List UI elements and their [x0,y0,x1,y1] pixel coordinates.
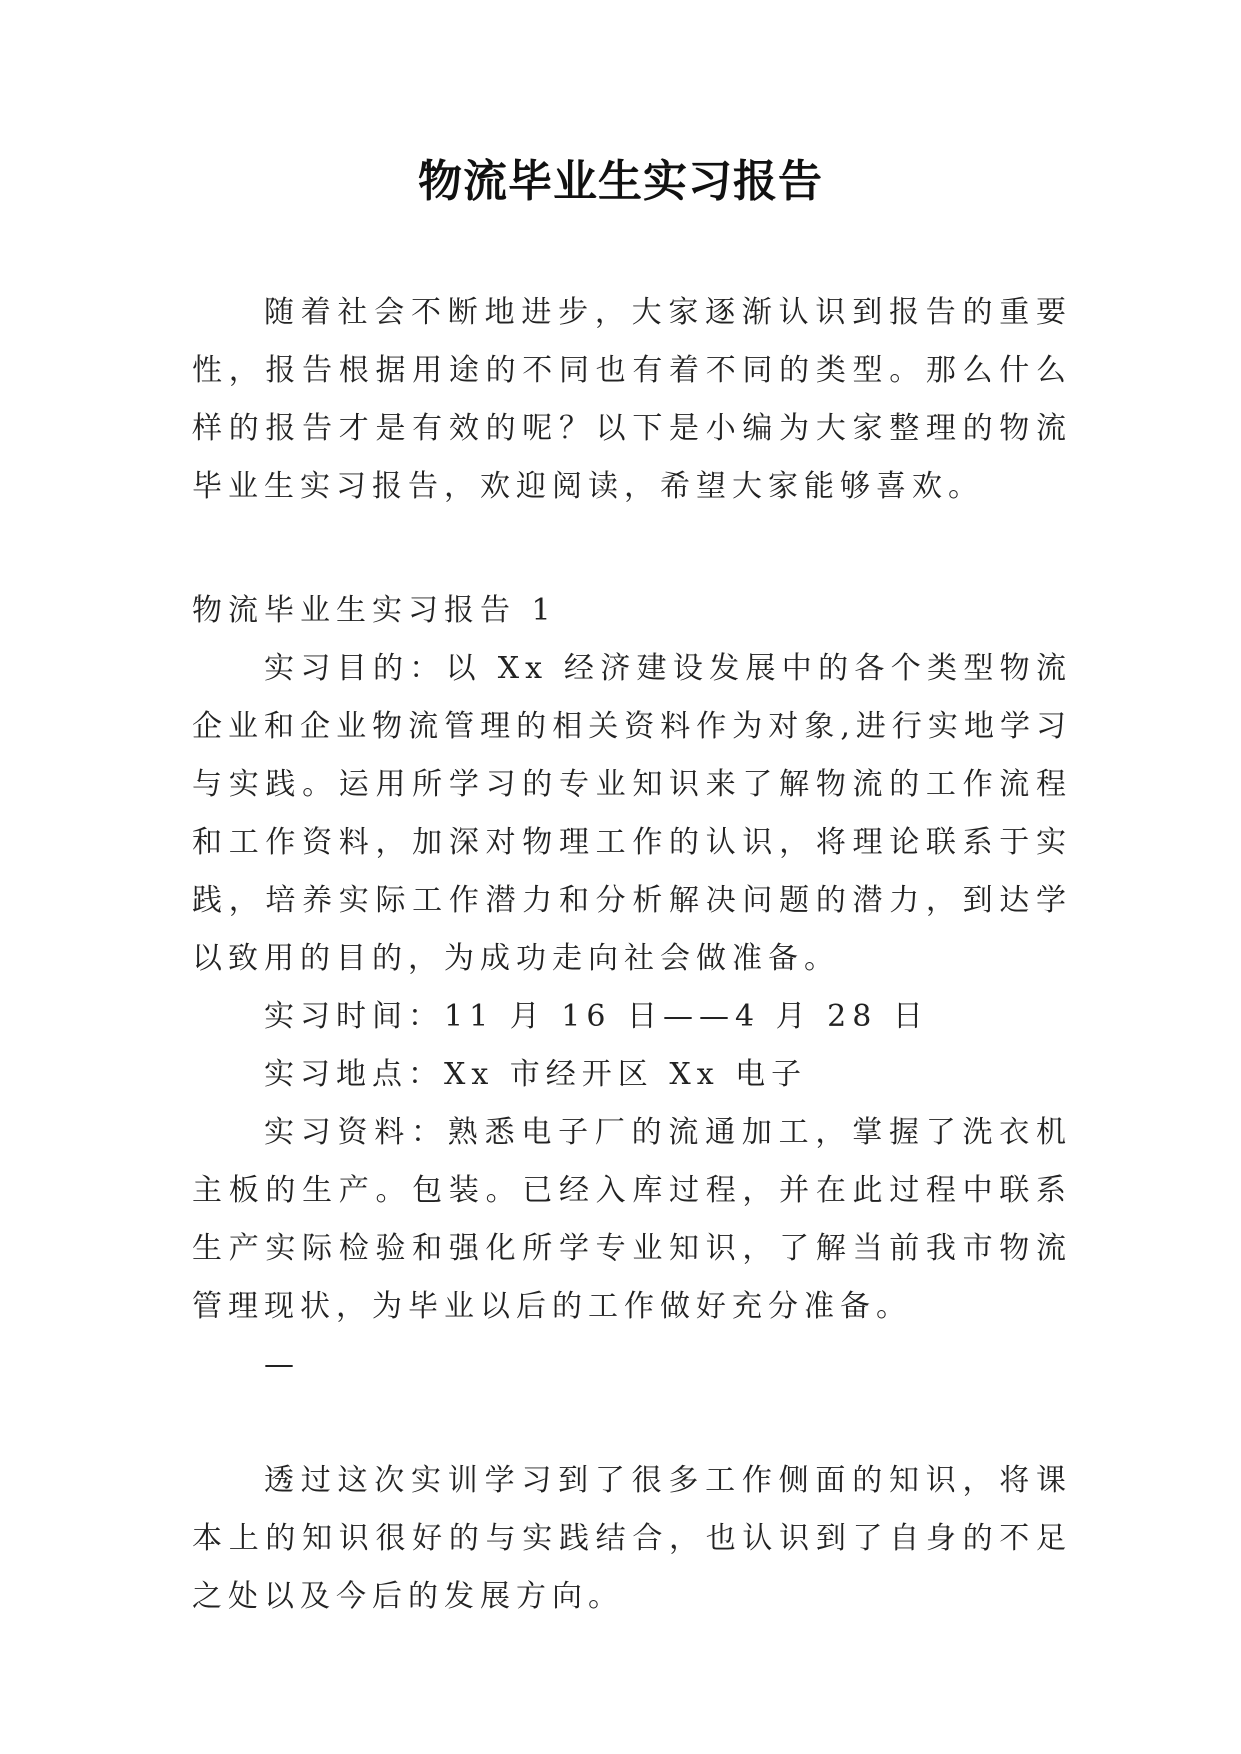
content-paragraph: 实习资料：熟悉电子厂的流通加工，掌握了洗衣机主板的生产。包装。已经入库过程，并在此过程中联系生产实际检验和强化所学专业知识，了解当前我市物流管理现状，为毕业以后的工作做好充分准备。 [192,1115,1072,1324]
dash-separator: — [264,1347,300,1382]
intro-block [192,284,1072,516]
report-body [192,582,1072,1626]
intro-paragraph: 随着社会不断地进步，大家逐渐认识到报告的重要性，报告根据用途的不同也有着不同的类型。那么什么样的报告才是有效的呢？以下是小编为大家整理的物流毕业生实习报告，欢迎阅读，希望大家能够喜欢。 [192,295,1072,504]
time-paragraph: 实习时间：11 月 16 日——4 月 28 日 [264,999,929,1034]
document-title: 物流毕业生实习报告 [418,156,823,207]
section-heading: 物流毕业生实习报告 1 [192,593,557,628]
location-paragraph: 实习地点：Xx 市经开区 Xx 电子 [264,1057,808,1092]
paragraph-gap [192,1394,1072,1452]
purpose-paragraph: 实习目的：以 Xx 经济建设发展中的各个类型物流企业和企业物流管理的相关资料作为对象,进行实地学习与实践。运用所学习的专业知识来了解物流的工作流程和工作资料，加深对物理工作的认识，将理论联系于实践，培养实际工作潜力和分析解决问题的潜力，到达学以致用的目的，为成功走向社会做准备。 [192,651,1072,976]
summary-paragraph: 透过这次实训学习到了很多工作侧面的知识，将课本上的知识很好的与实践结合，也认识到了自身的不足之处以及今后的发展方向。 [192,1463,1072,1614]
